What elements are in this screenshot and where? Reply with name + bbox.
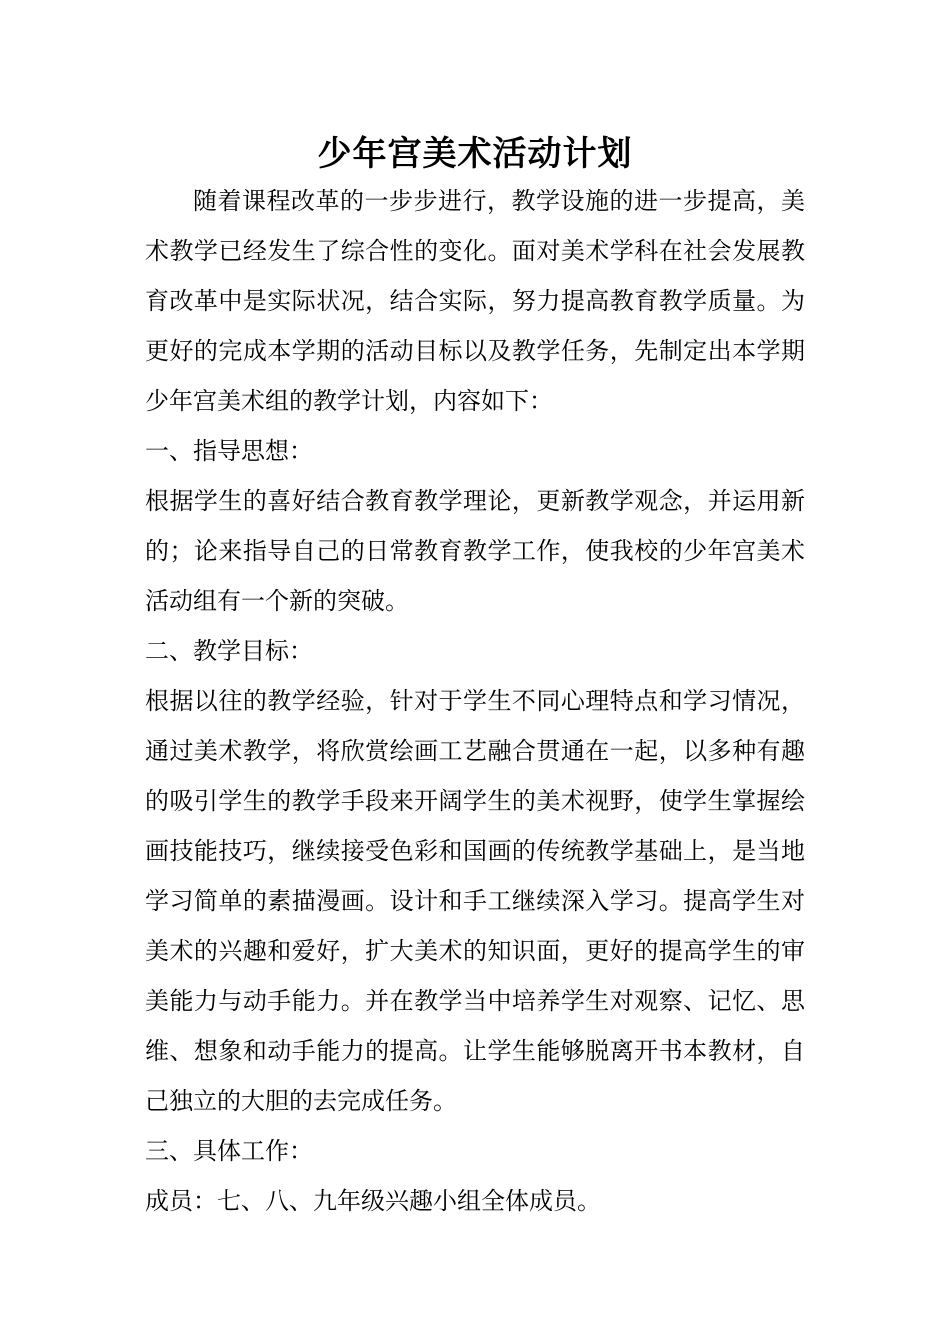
section-1-heading: 一、指导思想： xyxy=(145,437,313,465)
section-1-paragraph: 根据学生的喜好结合教育教学理论，更新教学观念，并运用新的；论来指导自己的日常教育教学工作，使我校的少年宫美术活动组有一个新的突破。 xyxy=(145,487,805,615)
document-title: 少年宫美术活动计划 xyxy=(317,134,633,174)
section-3-members: 成员：七、八、九年级兴趣小组全体成员。 xyxy=(145,1187,601,1215)
section-2-heading: 二、教学目标： xyxy=(145,637,313,665)
intro-paragraph: 随着课程改革的一步步进行，教学设施的进一步提高，美术教学已经发生了综合性的变化。面对美术学科在社会发展教育改革中是实际状况，结合实际，努力提高教育教学质量。为更好的完成本学期的活动目标以及教学任务，先制定出本学期少年宫美术组的教学计划，内容如下： xyxy=(145,187,805,415)
document-body xyxy=(145,176,805,1226)
section-2-paragraph: 根据以往的教学经验，针对于学生不同心理特点和学习情况，通过美术教学，将欣赏绘画工艺融合贯通在一起，以多种有趣的吸引学生的教学手段来开阔学生的美术视野，使学生掌握绘画技能技巧，继续接受色彩和国画的传统教学基础上，是当地学习简单的素描漫画。设计和手工继续深入学习。提高学生对美术的兴趣和爱好，扩大美术的知识面，更好的提高学生的审美能力与动手能力。并在教学当中培养学生对观察、记忆、思维、想象和动手能力的提高。让学生能够脱离开书本教材，自己独立的大胆的去完成任务。 xyxy=(145,687,805,1115)
section-3-heading: 三、具体工作： xyxy=(145,1137,313,1165)
